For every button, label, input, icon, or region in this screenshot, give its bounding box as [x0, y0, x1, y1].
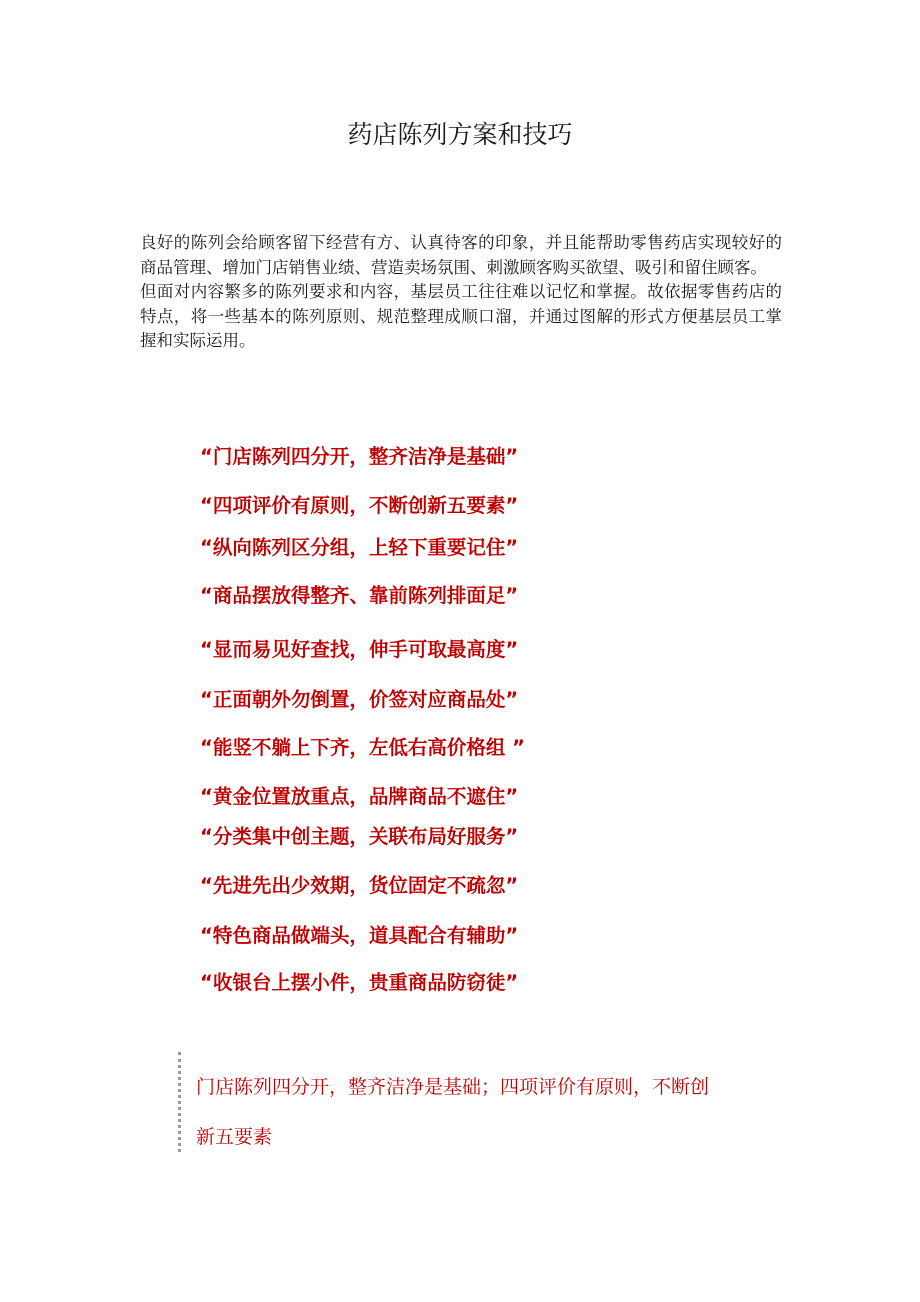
quote-text: 门店陈列四分开，整齐洁净是基础；四项评价有原则，不断创新五要素 [196, 1076, 710, 1148]
quote-block [178, 1052, 738, 1152]
page-title: 药店陈列方案和技巧 [347, 120, 573, 149]
mnemonic-line: “显而易见好查找，伸手可取最高度” [200, 638, 519, 661]
mnemonic-line: “四项评价有原则，不断创新五要素” [200, 494, 519, 517]
quote-bar [178, 1052, 181, 1152]
mnemonic-line: “门店陈列四分开，整齐洁净是基础” [200, 445, 519, 468]
intro-paragraph: 但面对内容繁多的陈列要求和内容，基层员工往往难以记忆和掌握。故依据零售药店的特点，将一些基本的陈列原则、规范整理成顺口溜，并通过图解的形式方便基层员工掌握和实际运用。 [140, 282, 782, 350]
mnemonic-line: “黄金位置放重点，品牌商品不遮住” [200, 785, 519, 808]
mnemonic-line: “纵向陈列区分组，上轻下重要记住” [200, 536, 519, 559]
mnemonic-line: “特色商品做端头，道具配合有辅助” [200, 924, 519, 947]
mnemonic-line: “商品摆放得整齐、靠前陈列排面足” [200, 584, 519, 607]
mnemonic-line: “分类集中创主题，关联布局好服务” [200, 825, 519, 848]
intro-section [140, 231, 782, 354]
mnemonic-line: “正面朝外勿倒置，价签对应商品处” [200, 688, 519, 711]
intro-paragraph: 良好的陈列会给顾客留下经营有方、认真待客的印象，并且能帮助零售药店实现较好的商品管理、增加门店销售业绩、营造卖场氛围、刺激顾客购买欲望、吸引和留住顾客。 [140, 233, 782, 277]
mnemonic-line: “收银台上摆小件，贵重商品防窃徒” [200, 971, 519, 994]
mnemonic-line: “先进先出少效期，货位固定不疏忽” [200, 874, 519, 897]
mnemonic-line: “能竖不躺上下齐，左低右高价格组 ” [200, 736, 525, 759]
